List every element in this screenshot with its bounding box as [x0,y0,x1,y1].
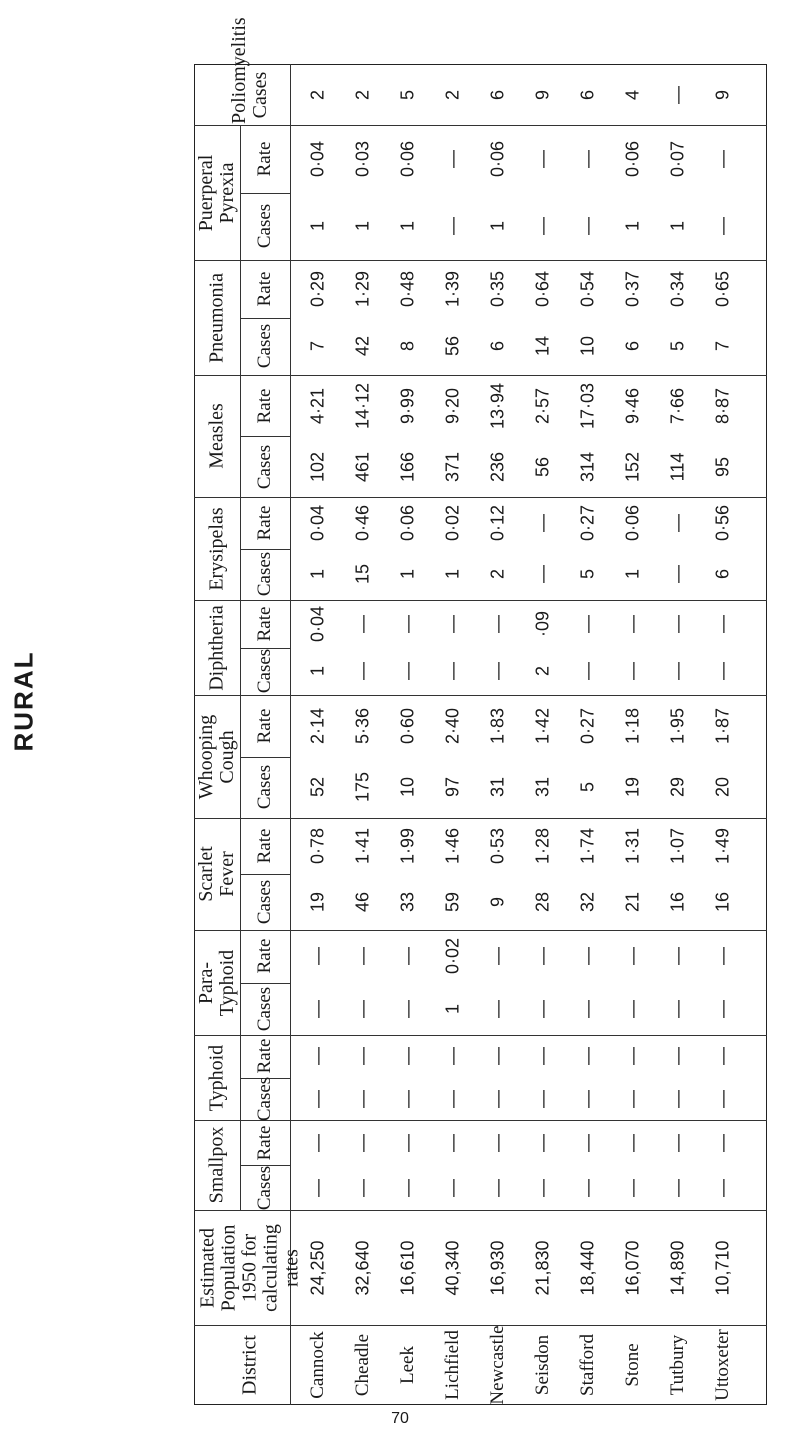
cell-district: Leek [397,1346,418,1384]
cell-diphtheria-rate: — [442,614,463,633]
cell-population: 10,710 [712,1239,733,1296]
cell-erysipelas-cases: — [667,565,688,584]
rule-paratyphoid [194,930,767,931]
cell-district: Cannock [307,1331,328,1399]
cell-diphtheria-rate: — [712,614,733,633]
cell-polio: 4 [622,89,643,100]
cell-typhoid-cases: — [442,1089,463,1108]
header-smallpox: Smallpox [205,1126,228,1204]
cell-scarlet-cases: 33 [397,891,418,913]
cell-pneumonia-cases: 8 [397,341,418,352]
cell-scarlet-rate: 1·74 [577,827,598,865]
cell-scarlet-cases: 32 [577,891,598,913]
cell-erysipelas-cases: 1 [307,569,328,580]
header-measles: Measles [205,403,228,469]
cell-smallpox-cases: — [622,1178,643,1197]
cell-whooping-rate: 2·14 [307,707,328,744]
cell-paratyphoid-rate: — [487,947,508,966]
cell-whooping-cases: 10 [397,777,418,798]
rule-diphtheria [194,600,767,601]
cell-whooping-cases: 19 [622,777,643,798]
cell-erysipelas-rate: 0·46 [352,504,373,541]
cell-paratyphoid-cases: 1 [442,1003,463,1014]
cell-puerperal-rate: 0·03 [352,140,373,177]
cell-population: 18,440 [577,1239,598,1296]
cell-puerperal-cases: 1 [667,221,688,232]
cell-erysipelas-cases: 6 [712,569,733,580]
cell-smallpox-rate: — [352,1133,373,1152]
cell-measles-cases: 166 [397,451,418,482]
cell-typhoid-cases: — [352,1089,373,1108]
cell-diphtheria-cases: — [397,662,418,681]
cell-whooping-cases: 31 [532,777,553,798]
cell-typhoid-rate: — [577,1047,598,1066]
cell-typhoid-rate: — [667,1047,688,1066]
cell-district: Seisdon [532,1334,553,1396]
cell-diphtheria-rate: — [622,614,643,633]
cell-erysipelas-cases: 1 [442,569,463,580]
cell-typhoid-rate: — [442,1047,463,1066]
cell-puerperal-rate: 0·04 [307,140,328,177]
cell-whooping-rate: 1·83 [487,707,508,744]
cell-diphtheria-rate: — [352,614,373,633]
cell-paratyphoid-cases: — [487,999,508,1018]
cell-puerperal-cases: — [532,217,553,236]
cell-paratyphoid-rate: — [307,947,328,966]
cell-erysipelas-cases: 5 [577,569,598,580]
cell-typhoid-cases: — [307,1089,328,1108]
subhead-split-measles [240,436,290,437]
subhead-cases: Cases [254,1076,275,1121]
subhead-cases: Cases [254,649,275,694]
subhead-cases: Cases [254,765,275,810]
cell-smallpox-rate: — [667,1133,688,1152]
cell-whooping-rate: 2·40 [442,707,463,744]
subhead-rate: Rate [254,708,275,744]
cell-erysipelas-rate: 0·02 [442,504,463,541]
subhead-split-whooping [240,757,290,758]
cell-smallpox-rate: — [712,1133,733,1152]
cell-scarlet-cases: 9 [487,896,508,908]
cell-district: Newcastle [487,1325,508,1405]
cell-pneumonia-cases: 42 [352,336,373,357]
cell-diphtheria-rate: — [577,614,598,633]
header-erysipelas: Erysipelas [205,506,228,591]
cell-typhoid-cases: — [667,1089,688,1108]
cell-scarlet-rate: 1·28 [532,827,553,865]
cell-measles-cases: 314 [577,451,598,482]
cell-population: 40,340 [442,1239,463,1296]
cell-pneumonia-cases: 7 [712,341,733,352]
cell-smallpox-rate: — [577,1133,598,1152]
cell-measles-rate: 4·21 [307,387,328,424]
cell-pneumonia-cases: 5 [667,341,688,352]
cell-whooping-rate: 0·60 [397,707,418,744]
subhead-rate: Rate [254,606,275,642]
header-typhoid: Typhoid [205,1044,228,1111]
subhead-cases: Cases [254,204,275,249]
header-paratyphoid: Para-Typhoid [195,949,238,1016]
cell-pneumonia-rate: 0·34 [667,270,688,307]
cell-diphtheria-rate: — [667,614,688,633]
cell-scarlet-cases: 16 [712,891,733,913]
section-heading [4,636,44,766]
cell-pneumonia-cases: 6 [622,341,643,352]
header-district: District [238,1335,261,1395]
cell-erysipelas-rate: 0·12 [487,504,508,541]
cell-whooping-rate: 0·27 [577,707,598,744]
cell-smallpox-cases: — [487,1178,508,1197]
cell-measles-rate: 9·20 [442,387,463,424]
cell-paratyphoid-rate: — [577,947,598,966]
cell-puerperal-cases: — [442,217,463,236]
cell-scarlet-rate: 0·78 [307,827,328,865]
cell-polio: 5 [397,89,418,100]
cell-smallpox-cases: — [442,1178,463,1197]
subhead-rate: Rate [254,505,275,541]
cell-typhoid-rate: — [352,1047,373,1066]
subhead-cases: Cases [254,552,275,597]
cell-diphtheria-cases: — [442,662,463,681]
cell-district: Tutbury [667,1334,688,1396]
subhead-split-pneumonia [240,318,290,319]
subhead-split-scarlet [240,874,290,875]
cell-typhoid-cases: — [487,1089,508,1108]
cell-typhoid-rate: — [622,1047,643,1066]
cell-paratyphoid-rate: — [622,947,643,966]
cell-pneumonia-rate: 0·29 [307,270,328,307]
cell-polio: 2 [307,89,328,100]
cell-smallpox-cases: — [532,1178,553,1197]
cell-diphtheria-cases: — [667,662,688,681]
cell-population: 16,070 [622,1239,643,1296]
cell-polio: 6 [577,89,598,100]
subhead-split-puerperal [240,193,290,194]
cell-scarlet-rate: 1·07 [667,827,688,865]
cell-diphtheria-cases: 2 [532,666,553,677]
cell-typhoid-rate: — [397,1047,418,1066]
page-number: 70 [391,1410,409,1427]
cell-erysipelas-cases: 2 [487,569,508,580]
cell-typhoid-cases: — [577,1089,598,1108]
cell-puerperal-rate: — [577,149,598,168]
cell-puerperal-rate: 0·06 [487,140,508,177]
rule-district [194,1325,767,1326]
cell-typhoid-cases: — [532,1089,553,1108]
cell-smallpox-rate: — [487,1133,508,1152]
cell-diphtheria-cases: — [622,662,643,681]
cell-smallpox-cases: — [712,1178,733,1197]
cell-smallpox-rate: — [307,1133,328,1152]
cell-pneumonia-cases: 6 [487,341,508,352]
cell-smallpox-cases: — [307,1178,328,1197]
cell-population: 16,610 [397,1239,418,1296]
cell-pneumonia-rate: 0·65 [712,270,733,307]
cell-paratyphoid-cases: — [667,999,688,1018]
subhead-cases: Cases [254,1165,275,1210]
cell-erysipelas-rate: — [667,513,688,532]
rule-scarlet [194,818,767,819]
cell-whooping-cases: 97 [442,777,463,798]
cell-pneumonia-cases: 7 [307,341,328,352]
cell-measles-rate: 9·99 [397,387,418,424]
cell-scarlet-cases: 59 [442,891,463,913]
subhead-rate: Rate [254,828,275,864]
cell-measles-cases: 95 [712,456,733,477]
cell-whooping-rate: 5·36 [352,707,373,744]
cell-puerperal-rate: 0·06 [397,140,418,177]
header-scarlet: Scarlet Fever [195,846,238,902]
cell-erysipelas-rate: — [532,513,553,532]
cell-pneumonia-rate: 1·39 [442,270,463,307]
cell-whooping-cases: 52 [307,777,328,798]
cell-whooping-cases: 29 [667,777,688,798]
cell-district: Uttoxeter [712,1329,733,1401]
cell-population: 14,890 [667,1239,688,1296]
cell-measles-cases: 236 [487,451,508,482]
cell-erysipelas-rate: 0·06 [397,504,418,541]
cell-measles-cases: 461 [352,451,373,482]
cell-scarlet-cases: 46 [352,891,373,913]
cell-typhoid-cases: — [712,1089,733,1108]
cell-paratyphoid-cases: — [352,999,373,1018]
cell-measles-rate: 9·46 [622,387,643,424]
cell-diphtheria-cases: — [577,662,598,681]
rule-smallpox [194,1120,767,1121]
cell-scarlet-cases: 28 [532,891,553,913]
cell-paratyphoid-rate: — [352,947,373,966]
cell-scarlet-rate: 1·46 [442,827,463,865]
header-pneumonia: Pneumonia [205,272,228,363]
cell-puerperal-rate: — [532,149,553,168]
cell-pneumonia-rate: 0·64 [532,270,553,307]
cell-pneumonia-rate: 0·54 [577,270,598,307]
cell-diphtheria-cases: — [487,662,508,681]
cell-population: 21,830 [532,1239,553,1296]
cell-smallpox-rate: — [532,1133,553,1152]
cell-polio: 9 [532,89,553,100]
cell-population: 16,930 [487,1239,508,1296]
cell-paratyphoid-cases: — [577,999,598,1018]
cell-diphtheria-rate: — [397,614,418,633]
cell-scarlet-rate: 1·49 [712,827,733,865]
cell-puerperal-rate: 0·07 [667,140,688,177]
cell-puerperal-cases: 1 [487,221,508,232]
cell-paratyphoid-rate: — [712,947,733,966]
rule-pneumonia [194,260,767,261]
cell-district: Stafford [577,1334,598,1396]
cell-typhoid-rate: — [712,1047,733,1066]
cell-population: 32,640 [352,1239,373,1296]
cell-erysipelas-cases: 15 [352,564,373,585]
subhead-cases: Cases [254,324,275,369]
cell-pneumonia-rate: 1·29 [352,270,373,307]
header-population: Estimated Population 1950 for calculating rates [196,1223,303,1312]
cell-polio: 2 [442,89,463,100]
cell-measles-rate: 17·03 [577,382,598,429]
rule-puerperal [194,125,767,126]
cell-whooping-cases: 20 [712,777,733,798]
cell-paratyphoid-cases: — [397,999,418,1018]
cell-measles-cases: 371 [442,451,463,482]
cell-pneumonia-rate: 0·37 [622,270,643,307]
section-heading-text: RURAL [8,650,39,752]
cell-whooping-cases: 5 [577,782,598,793]
cell-measles-rate: 2·57 [532,387,553,424]
cell-diphtheria-rate: 0·04 [307,605,328,642]
cell-scarlet-rate: 1·99 [397,827,418,865]
cell-smallpox-cases: — [667,1178,688,1197]
cell-whooping-rate: 1·18 [622,707,643,744]
cell-puerperal-cases: 1 [352,221,373,232]
cell-erysipelas-rate: 0·06 [622,504,643,541]
cell-paratyphoid-rate: — [667,947,688,966]
cell-measles-cases: 152 [622,451,643,482]
subhead-cases: Cases [254,986,275,1031]
subhead-split-erysipelas [240,549,290,550]
cell-erysipelas-rate: 0·56 [712,504,733,541]
cell-polio: 2 [352,89,373,100]
cell-paratyphoid-cases: — [307,999,328,1018]
header-divider [290,64,291,1405]
subhead-cases: Cases [254,879,275,925]
subhead-rate: Rate [254,1038,275,1074]
cell-smallpox-cases: — [397,1178,418,1197]
subhead-split-paratyphoid [240,983,290,984]
cell-typhoid-rate: — [487,1047,508,1066]
cell-paratyphoid-rate: 0·02 [442,938,463,975]
cell-scarlet-cases: 16 [667,891,688,913]
cell-paratyphoid-cases: — [622,999,643,1018]
rule-whooping [194,695,767,696]
cell-measles-rate: 14·12 [352,382,373,429]
cell-paratyphoid-cases: — [532,999,553,1018]
cell-polio: 9 [712,89,733,100]
cell-pneumonia-cases: 10 [577,336,598,357]
cell-whooping-cases: 31 [487,777,508,798]
cell-typhoid-cases: — [397,1089,418,1108]
cell-erysipelas-cases: 1 [397,569,418,580]
cell-diphtheria-cases: 1 [307,666,328,677]
cell-puerperal-cases: 1 [307,221,328,232]
subhead-rate: Rate [254,271,275,307]
cell-erysipelas-cases: 1 [622,569,643,580]
cell-smallpox-rate: — [442,1133,463,1152]
cell-smallpox-rate: — [397,1133,418,1152]
cell-puerperal-rate: 0·06 [622,140,643,177]
cell-pneumonia-rate: 0·48 [397,270,418,307]
cell-pneumonia-cases: 56 [442,336,463,357]
cell-pneumonia-rate: 0·35 [487,270,508,307]
cell-smallpox-cases: — [352,1178,373,1197]
cell-smallpox-rate: — [622,1133,643,1152]
subhead-rate: Rate [254,1125,275,1160]
rule-population [194,1210,767,1211]
cell-diphtheria-cases: — [712,662,733,681]
cell-paratyphoid-rate: — [397,947,418,966]
cell-paratyphoid-cases: — [712,999,733,1018]
cell-scarlet-rate: 0·53 [487,827,508,865]
cell-whooping-rate: 1·42 [532,707,553,744]
cell-scarlet-cases: 19 [307,891,328,913]
cell-scarlet-rate: 1·31 [622,827,643,865]
cell-whooping-rate: 1·87 [712,707,733,744]
cell-measles-rate: 7·66 [667,387,688,424]
cell-puerperal-rate: — [712,149,733,168]
subhead-rate: Rate [254,388,275,423]
cell-typhoid-cases: — [622,1089,643,1108]
cell-scarlet-rate: 1·41 [352,827,373,865]
cell-polio: — [667,85,688,104]
cell-puerperal-cases: 1 [622,221,643,232]
cell-district: Stone [622,1343,643,1387]
cell-diphtheria-cases: — [352,662,373,681]
cell-erysipelas-cases: — [532,565,553,584]
cell-measles-cases: 56 [532,456,553,477]
cell-diphtheria-rate: — [487,614,508,633]
cell-measles-cases: 102 [307,451,328,482]
cell-measles-cases: 114 [667,452,688,481]
cell-pneumonia-cases: 14 [532,336,553,357]
rule-erysipelas [194,497,767,498]
cell-district: Lichfield [442,1330,463,1400]
cell-smallpox-cases: — [577,1178,598,1197]
cell-polio: 6 [487,89,508,100]
cell-paratyphoid-rate: — [532,947,553,966]
rule-measles [194,375,767,376]
subhead-rate: Rate [254,938,275,974]
cell-erysipelas-rate: 0·04 [307,504,328,541]
header-polio: Poliomyelitis Cases [228,16,271,124]
subhead-rate: Rate [254,141,275,177]
cell-district: Cheadle [352,1333,373,1397]
cell-puerperal-cases: — [577,217,598,236]
header-whooping: Whooping Cough [195,714,238,799]
subhead-cases: Cases [254,444,275,489]
header-puerperal: Puerperal Pyrexia [195,154,238,231]
cell-measles-rate: 8·87 [712,387,733,424]
cell-whooping-rate: 1·95 [667,707,688,744]
cell-whooping-cases: 175 [352,772,373,803]
cell-puerperal-rate: — [442,149,463,168]
rule-typhoid [194,1035,767,1036]
cell-scarlet-cases: 21 [622,891,643,913]
cell-typhoid-rate: — [307,1047,328,1066]
cell-puerperal-cases: — [712,217,733,236]
cell-puerperal-cases: 1 [397,221,418,232]
cell-diphtheria-rate: ·09 [532,610,553,637]
cell-measles-rate: 13·94 [487,382,508,429]
cell-population: 24,250 [307,1239,328,1296]
cell-typhoid-rate: — [532,1047,553,1066]
header-diphtheria: Diphtheria [205,604,228,691]
cell-erysipelas-rate: 0·27 [577,504,598,541]
